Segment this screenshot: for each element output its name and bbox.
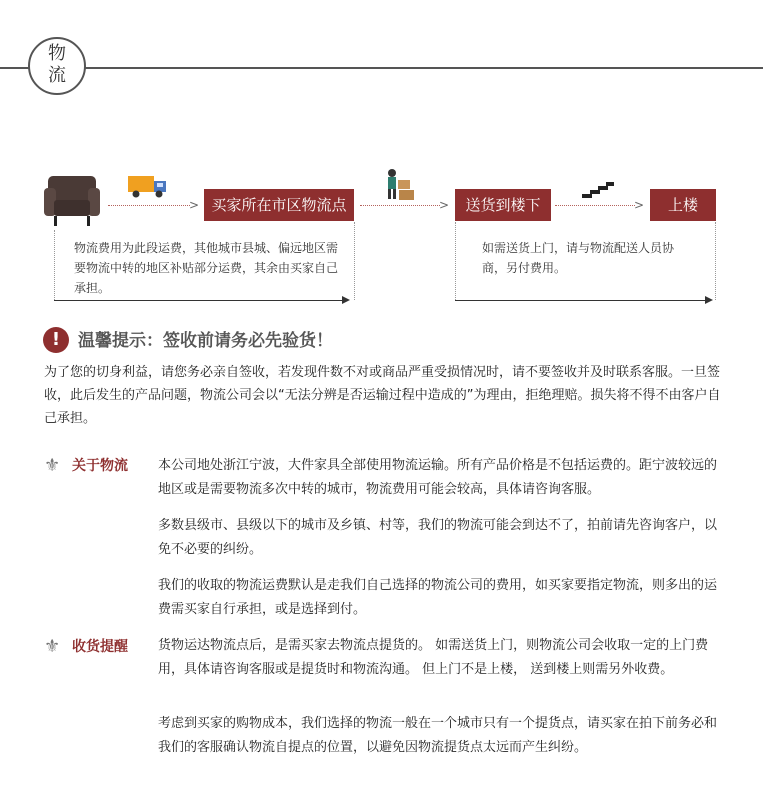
bracket-right-line bbox=[455, 300, 705, 301]
sofa-icon bbox=[44, 170, 100, 230]
warning-icon: ! bbox=[43, 327, 69, 353]
note-left: 物流费用为此段运费，其他城市县城、偏远地区需要物流中转的地区补贴部分运费，其余由买家自己承担。 bbox=[74, 241, 339, 295]
fleur-de-lis-icon: ⚜ bbox=[44, 636, 61, 657]
truck-icon bbox=[128, 174, 170, 200]
step-deliver-downstairs: 送货到楼下 bbox=[455, 189, 551, 221]
header-title-line2: 流 bbox=[48, 65, 66, 86]
tip-title: 温馨提示：签收前请务必先验货！ bbox=[78, 331, 333, 351]
bracket-left-end bbox=[354, 222, 355, 300]
connector-2-arrowhead: > bbox=[439, 198, 450, 212]
bracket-right-start bbox=[455, 222, 456, 300]
step-city-logistics-point: 买家所在市区物流点 bbox=[204, 189, 354, 221]
connector-3 bbox=[555, 205, 635, 206]
bracket-left-line bbox=[54, 300, 342, 301]
delivery-person-icon bbox=[384, 168, 416, 202]
bracket-right-arrow bbox=[705, 296, 713, 304]
connector-2 bbox=[360, 205, 440, 206]
step-upstairs: 上楼 bbox=[650, 189, 716, 221]
connector-1-arrowhead: > bbox=[189, 198, 200, 212]
section-logistics-paragraph: 多数县级市、县级以下的城市及乡镇、村等，我们的物流可能会到达不了，拍前请先咨询客户，以免不必要的纠纷。 bbox=[158, 518, 718, 557]
header-title bbox=[28, 43, 86, 87]
bracket-left-start bbox=[54, 230, 55, 300]
header-title-line1: 物 bbox=[48, 43, 66, 64]
note-right: 如需送货上门，请与物流配送人员协商，另付费用。 bbox=[482, 241, 675, 275]
header-divider bbox=[0, 67, 763, 69]
section-title-receiving: 收货提醒 bbox=[72, 639, 128, 655]
bracket-right-end bbox=[715, 222, 716, 300]
section-logistics-paragraph: 本公司地处浙江宁波，大件家具全部使用物流运输。所有产品价格是不包括运费的。距宁波较远的地区或是需要物流多次中转的城市，物流费用可能会较高，具体请咨询客服。 bbox=[158, 458, 718, 497]
bracket-left-arrow bbox=[342, 296, 350, 304]
section-receiving-paragraph: 货物运达物流点后，是需买家去物流点提货的。 如需送货上门，则物流公司会收取一定的上门费用，具体请咨询客服或是提货时和物流沟通。 但上门不是上楼， 送到楼上则需另外收费。 bbox=[158, 638, 709, 677]
tip-body: 为了您的切身利益，请您务必亲自签收，若发现件数不对或商品严重受损情况时，请不要签收并及时联系客服。一旦签收，此后发生的产品问题，物流公司会以“无法分辨是否运输过程中造成的”为理由，拒绝理赔。损失将不得不由客户自己承担。 bbox=[44, 365, 721, 426]
connector-3-arrowhead: > bbox=[634, 198, 645, 212]
section-receiving-paragraph: 考虑到买家的购物成本，我们选择的物流一般在一个城市只有一个提货点，请买家在拍下前务必和我们的客服确认物流自提点的位置，以避免因物流提货点太远而产生纠纷。 bbox=[158, 716, 718, 755]
section-title-logistics: 关于物流 bbox=[72, 458, 128, 474]
connector-1 bbox=[108, 205, 190, 206]
stairs-icon bbox=[574, 180, 616, 200]
section-logistics-paragraph: 我们的收取的物流运费默认是走我们自己选择的物流公司的费用，如买家要指定物流，则多出的运费需买家自行承担，或是选择到付。 bbox=[158, 578, 718, 617]
fleur-de-lis-icon: ⚜ bbox=[44, 455, 61, 476]
